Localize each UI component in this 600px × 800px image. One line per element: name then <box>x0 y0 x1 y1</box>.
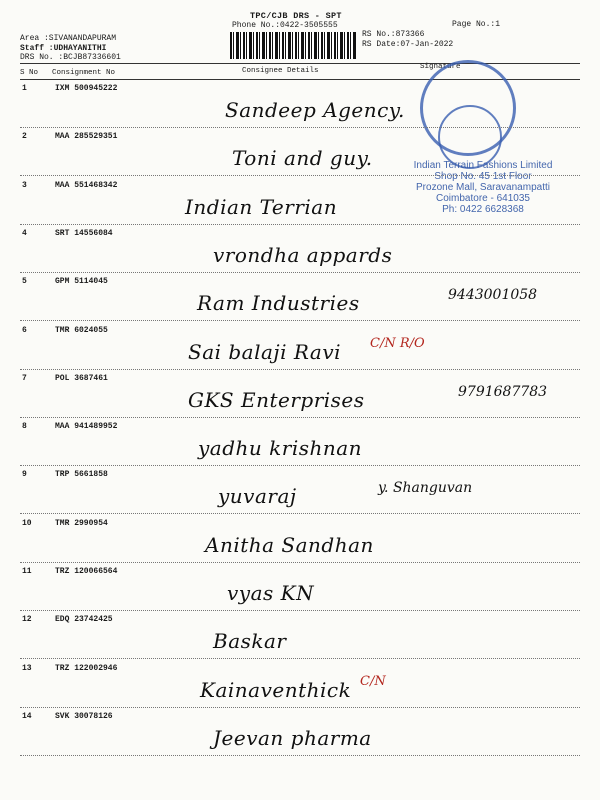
consignment-number: SVK 30078126 <box>55 711 113 721</box>
serial-number: 7 <box>22 373 27 383</box>
consignee-name: Ram Industries <box>197 291 360 316</box>
row-divider <box>20 755 580 756</box>
row-divider <box>20 320 580 321</box>
stamp-line: Prozone Mall, Saravanampatti <box>416 182 550 193</box>
row-divider <box>20 224 580 225</box>
column-header-consignment: Consignment No <box>52 69 116 77</box>
consignee-name: Kainaventhick <box>200 677 352 702</box>
stamp-line: Coimbatore - 641035 <box>436 193 530 204</box>
row-divider <box>20 465 580 466</box>
signature: 9791687783 <box>458 383 548 400</box>
consignment-number: MAA 551468342 <box>55 180 118 190</box>
signature: 9443001058 <box>448 287 538 304</box>
serial-number: 13 <box>22 663 32 673</box>
consignee-name: vyas KN <box>227 581 315 605</box>
row-divider <box>20 513 580 514</box>
row-divider <box>20 175 580 176</box>
consignment-number: MAA 285529351 <box>55 132 118 142</box>
serial-number: 6 <box>22 325 27 335</box>
serial-number: 3 <box>22 180 27 190</box>
area-label: Area :SIVANANDAPURAM <box>20 34 117 43</box>
consignee-name: yadhu krishnan <box>198 436 363 461</box>
row-divider <box>20 707 580 708</box>
column-header-details: Consignee Details <box>242 67 319 75</box>
serial-number: 5 <box>22 277 27 287</box>
consignee-name: yuvaraj <box>218 484 297 509</box>
consignment-number: GPM 5114045 <box>55 277 108 287</box>
consignee-name: Jeevan pharma <box>213 725 372 750</box>
column-header-sno: S No <box>20 69 39 77</box>
consignment-number: POL 3687461 <box>55 373 108 383</box>
consignee-name: Anitha Sandhan <box>205 532 374 557</box>
consignment-number: TRZ 120066564 <box>55 567 118 576</box>
row-divider <box>20 127 580 128</box>
row-divider <box>20 610 580 611</box>
stamp-line: Shop No. 45 1st Floor <box>434 171 532 182</box>
consignment-number: TMR 6024055 <box>55 325 108 335</box>
signature: C/N R/O <box>370 335 425 351</box>
consignee-name: Sai balaji Ravi <box>188 339 342 364</box>
signature: y. Shanguvan <box>378 480 473 497</box>
serial-number: 4 <box>22 228 27 238</box>
consignment-number: EDQ 23742425 <box>55 615 113 625</box>
rs-date: RS Date:07-Jan-2022 <box>362 40 454 49</box>
consignment-number: MAA 941489952 <box>55 422 118 432</box>
row-divider <box>20 272 580 273</box>
serial-number: 12 <box>22 615 32 625</box>
row-divider <box>20 562 580 563</box>
serial-number: 9 <box>22 470 27 480</box>
signature: C/N <box>360 673 386 689</box>
table-row <box>0 712 600 772</box>
barcode-image <box>230 32 356 59</box>
serial-number: 2 <box>22 132 27 142</box>
consignment-number: IXM 500945222 <box>55 84 118 93</box>
consignment-number: TRP 5661858 <box>55 470 108 480</box>
serial-number: 11 <box>22 567 32 576</box>
consignee-name: GKS Enterprises <box>188 387 365 412</box>
stamp-line: Ph: 0422 6628368 <box>442 204 524 215</box>
consignment-number: SRT 14556084 <box>55 228 113 238</box>
serial-number: 14 <box>22 711 32 721</box>
sheet-title: TPC/CJB DRS - SPT <box>250 11 342 21</box>
serial-number: 10 <box>22 518 32 528</box>
consignment-number: TRZ 122002946 <box>55 663 118 673</box>
stamp-line: Indian Terrain Fashions Limited <box>413 160 553 171</box>
consignee-name: vrondha appards <box>213 242 393 267</box>
drs-number: DRS No. :BCJB87336601 <box>20 53 121 62</box>
row-divider <box>20 417 580 418</box>
staff-label: Staff :UDHAYANITHI <box>20 44 107 53</box>
serial-number: 8 <box>22 422 27 432</box>
consignee-name: Baskar <box>213 629 287 654</box>
serial-number: 1 <box>22 84 27 93</box>
rs-number: RS No.:873366 <box>362 30 425 39</box>
consignee-name: Indian Terrian <box>185 194 338 219</box>
row-divider <box>20 658 580 659</box>
row-divider <box>20 369 580 370</box>
page-number: Page No.:1 <box>452 20 501 29</box>
divider <box>20 63 580 64</box>
consignee-name: Sandeep Agency. <box>225 98 405 122</box>
column-header-signature: Signature <box>420 63 461 71</box>
consignee-name: Toni and guy. <box>232 146 373 171</box>
phone-number: Phone No.:0422-3505555 <box>232 21 338 30</box>
consignment-number: TMR 2990954 <box>55 518 108 528</box>
